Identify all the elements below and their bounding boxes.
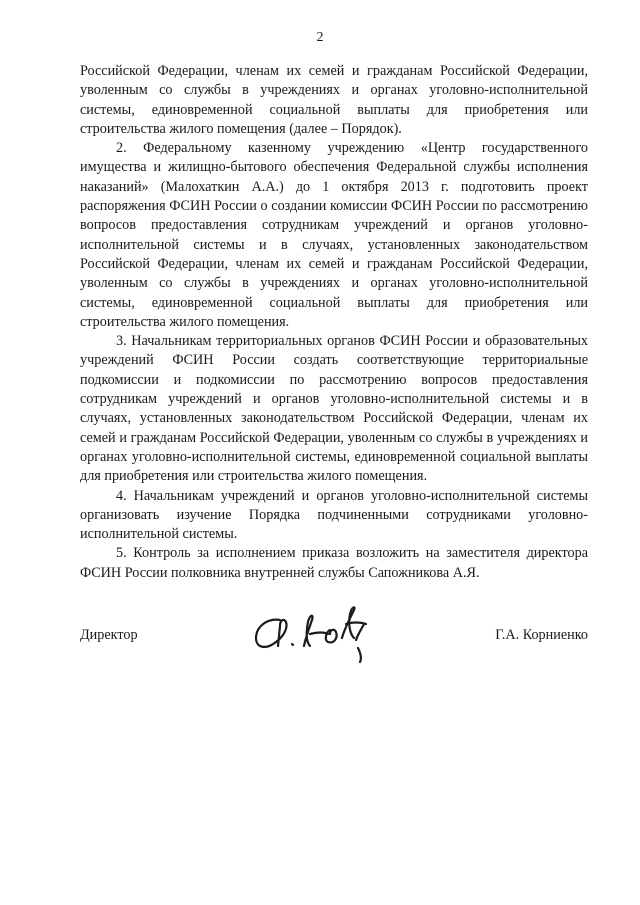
paragraph-continuation: Российской Федерации, членам их семей и гражданам Российской Федерации, уволенным со службы в учреждениях и органах уголовно-исполнительной системы, единовременной социальной выплаты для приобретения или строительства жилого помещения (далее – Порядок). — [80, 63, 588, 137]
handwritten-signature-icon — [246, 600, 406, 666]
paragraph-item-4: 4. Начальникам учреждений и органов уголовно-исполнительной системы организовать изучение Порядка подчиненными сотрудниками уголовно-исполнительной системы. — [80, 487, 588, 543]
paragraph-item-5: 5. Контроль за исполнением приказа возложить на заместителя директора ФСИН России полковника внутренней службы Сапожникова А.Я. — [80, 545, 588, 581]
signature-block — [80, 600, 588, 670]
paragraph-item-3: 3. Начальникам территориальных органов ФСИН России и образовательных учреждений ФСИН России создать соответствующие территориальные подкомиссии и подкомиссии по рассмотрению вопросов предоставления сотрудникам учреждений и органов уголовно-исполнительной системы и в случаях, установленных законодательством Российской Федерации, членам их семей и гражданам Российской Федерации, уволенным со службы в учреждениях и органах уголовно-исполнительной системы, единовременной социальной выплаты для приобретения или строительства жилого помещения. — [80, 333, 588, 485]
signatory-title: Директор — [80, 627, 138, 643]
page-number: 2 — [316, 30, 324, 45]
signatory-name: Г.А. Корниенко — [495, 627, 588, 643]
document-body — [80, 62, 588, 583]
paragraph-item-2: 2. Федеральному казенному учреждению «Центр государственного имущества и жилищно-бытового обеспечения Федеральной службы исполнения наказаний» (Малохаткин А.А.) до 1 октября 2013 г. подготовить проект распоряжения ФСИН России о создании комиссии ФСИН России по рассмотрению вопросов предоставления сотрудникам учреждений и органов уголовно-исполнительной системы и в случаях, установленных законодательством Российской Федерации, членам их семей и гражданам Российской Федерации, уволенным со службы в учреждениях и органах уголовно-исполнительной системы, единовременной социальной выплаты для приобретения или строительства жилого помещения. — [80, 140, 588, 330]
